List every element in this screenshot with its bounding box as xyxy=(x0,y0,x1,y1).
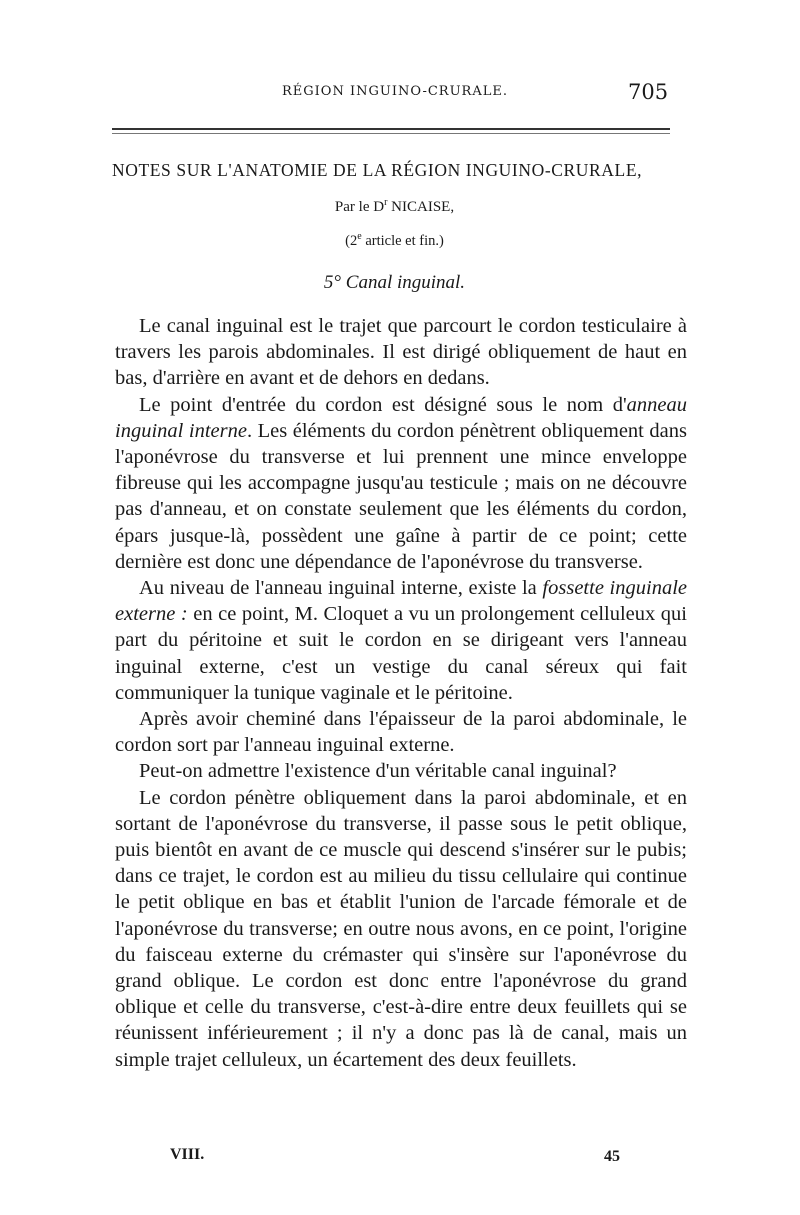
running-head: RÉGION INGUINO-CRURALE. xyxy=(282,84,508,99)
byline-prefix: Par le D xyxy=(334,199,385,215)
paragraph-text: Le point d'entrée du cordon est désigné sous le nom d' xyxy=(139,393,627,416)
byline-sup: r xyxy=(384,197,388,208)
paragraph-text: Au niveau de l'anneau inguinal interne, existe la xyxy=(139,577,543,600)
subnote-sup: e xyxy=(357,231,362,242)
paragraph: Le cordon pénètre obliquement dans la paroi abdominale, et en sortant de l'aponévrose du transverse, il passe sous le petit oblique, puis bientôt en avant de ce muscle qui descend s'insérer sur le pubis; dans ce trajet, le cordon est au milieu du tissu cellulaire qui continue le petit oblique en bas et établit l'union de l'arcade fémorale et de l'aponévrose du transverse; en outre nous avons, en ce point, l'origine du faisceau externe du crémaster qui s'insère sur l'aponévrose du grand oblique. Le cordon est donc entre l'aponévrose du grand oblique et celle du transverse, c'est-à-dire entre deux feuillets qui se réunissent inférieurement ; il n'y a donc pas là de canal, mais un simple trajet celluleux, un écartement des deux feuillets. xyxy=(115,786,687,1071)
body-text xyxy=(115,313,687,1073)
emphasis-term: fossette inguinale externe : xyxy=(115,577,687,626)
page-number: 705 xyxy=(628,80,669,104)
byline-name: NICAISE, xyxy=(387,199,455,215)
section-heading: 5° Canal inguinal. xyxy=(323,272,466,293)
signature-mark: VIII. xyxy=(170,1146,205,1163)
byline xyxy=(112,197,677,216)
sheet-number: 45 xyxy=(604,1148,620,1165)
subnote-open: (2 xyxy=(345,232,358,249)
paragraph xyxy=(115,392,687,575)
emphasis-term: anneau inguinal interne xyxy=(115,393,687,442)
paragraph xyxy=(115,575,687,706)
paragraph-text: en ce point, M. Cloquet a vu un prolongement celluleux qui part du péritoine et suit le cordon en se dirigeant vers l'anneau inguinal externe, c'est un vestige du canal séreux qui fait communiquer la tunique vaginale et le péritoine. xyxy=(115,603,687,704)
paragraph: Le canal inguinal est le trajet que parcourt le cordon testiculaire à travers les parois abdominales. Il est dirigé obliquement de haut en bas, d'arrière en avant et de dehors en dedans. xyxy=(115,315,687,390)
paragraph-text: . Les éléments du cordon pénètrent obliquement dans l'aponévrose du transverse et lui prennent une mince enveloppe fibreuse qui les accompagne jusqu'au testicule ; mais on ne découvre pas d'anneau, et on constate seulement que les éléments du cordon, épars jusque-là, possèdent une gaîne à partir de ce point; cette dernière est donc une dépendance de l'aponévrose du transverse. xyxy=(115,419,687,573)
header-rule xyxy=(112,128,670,134)
paragraph: Peut-on admettre l'existence d'un véritable canal inguinal? xyxy=(139,760,617,783)
article-title: NOTES SUR L'ANATOMIE DE LA RÉGION INGUINO-CRURALE, xyxy=(112,160,643,180)
paragraph: Après avoir cheminé dans l'épaisseur de la paroi abdominale, le cordon sort par l'anneau inguinal externe. xyxy=(115,708,687,757)
article-note xyxy=(112,231,677,250)
subnote-rest: article et fin.) xyxy=(361,232,444,249)
